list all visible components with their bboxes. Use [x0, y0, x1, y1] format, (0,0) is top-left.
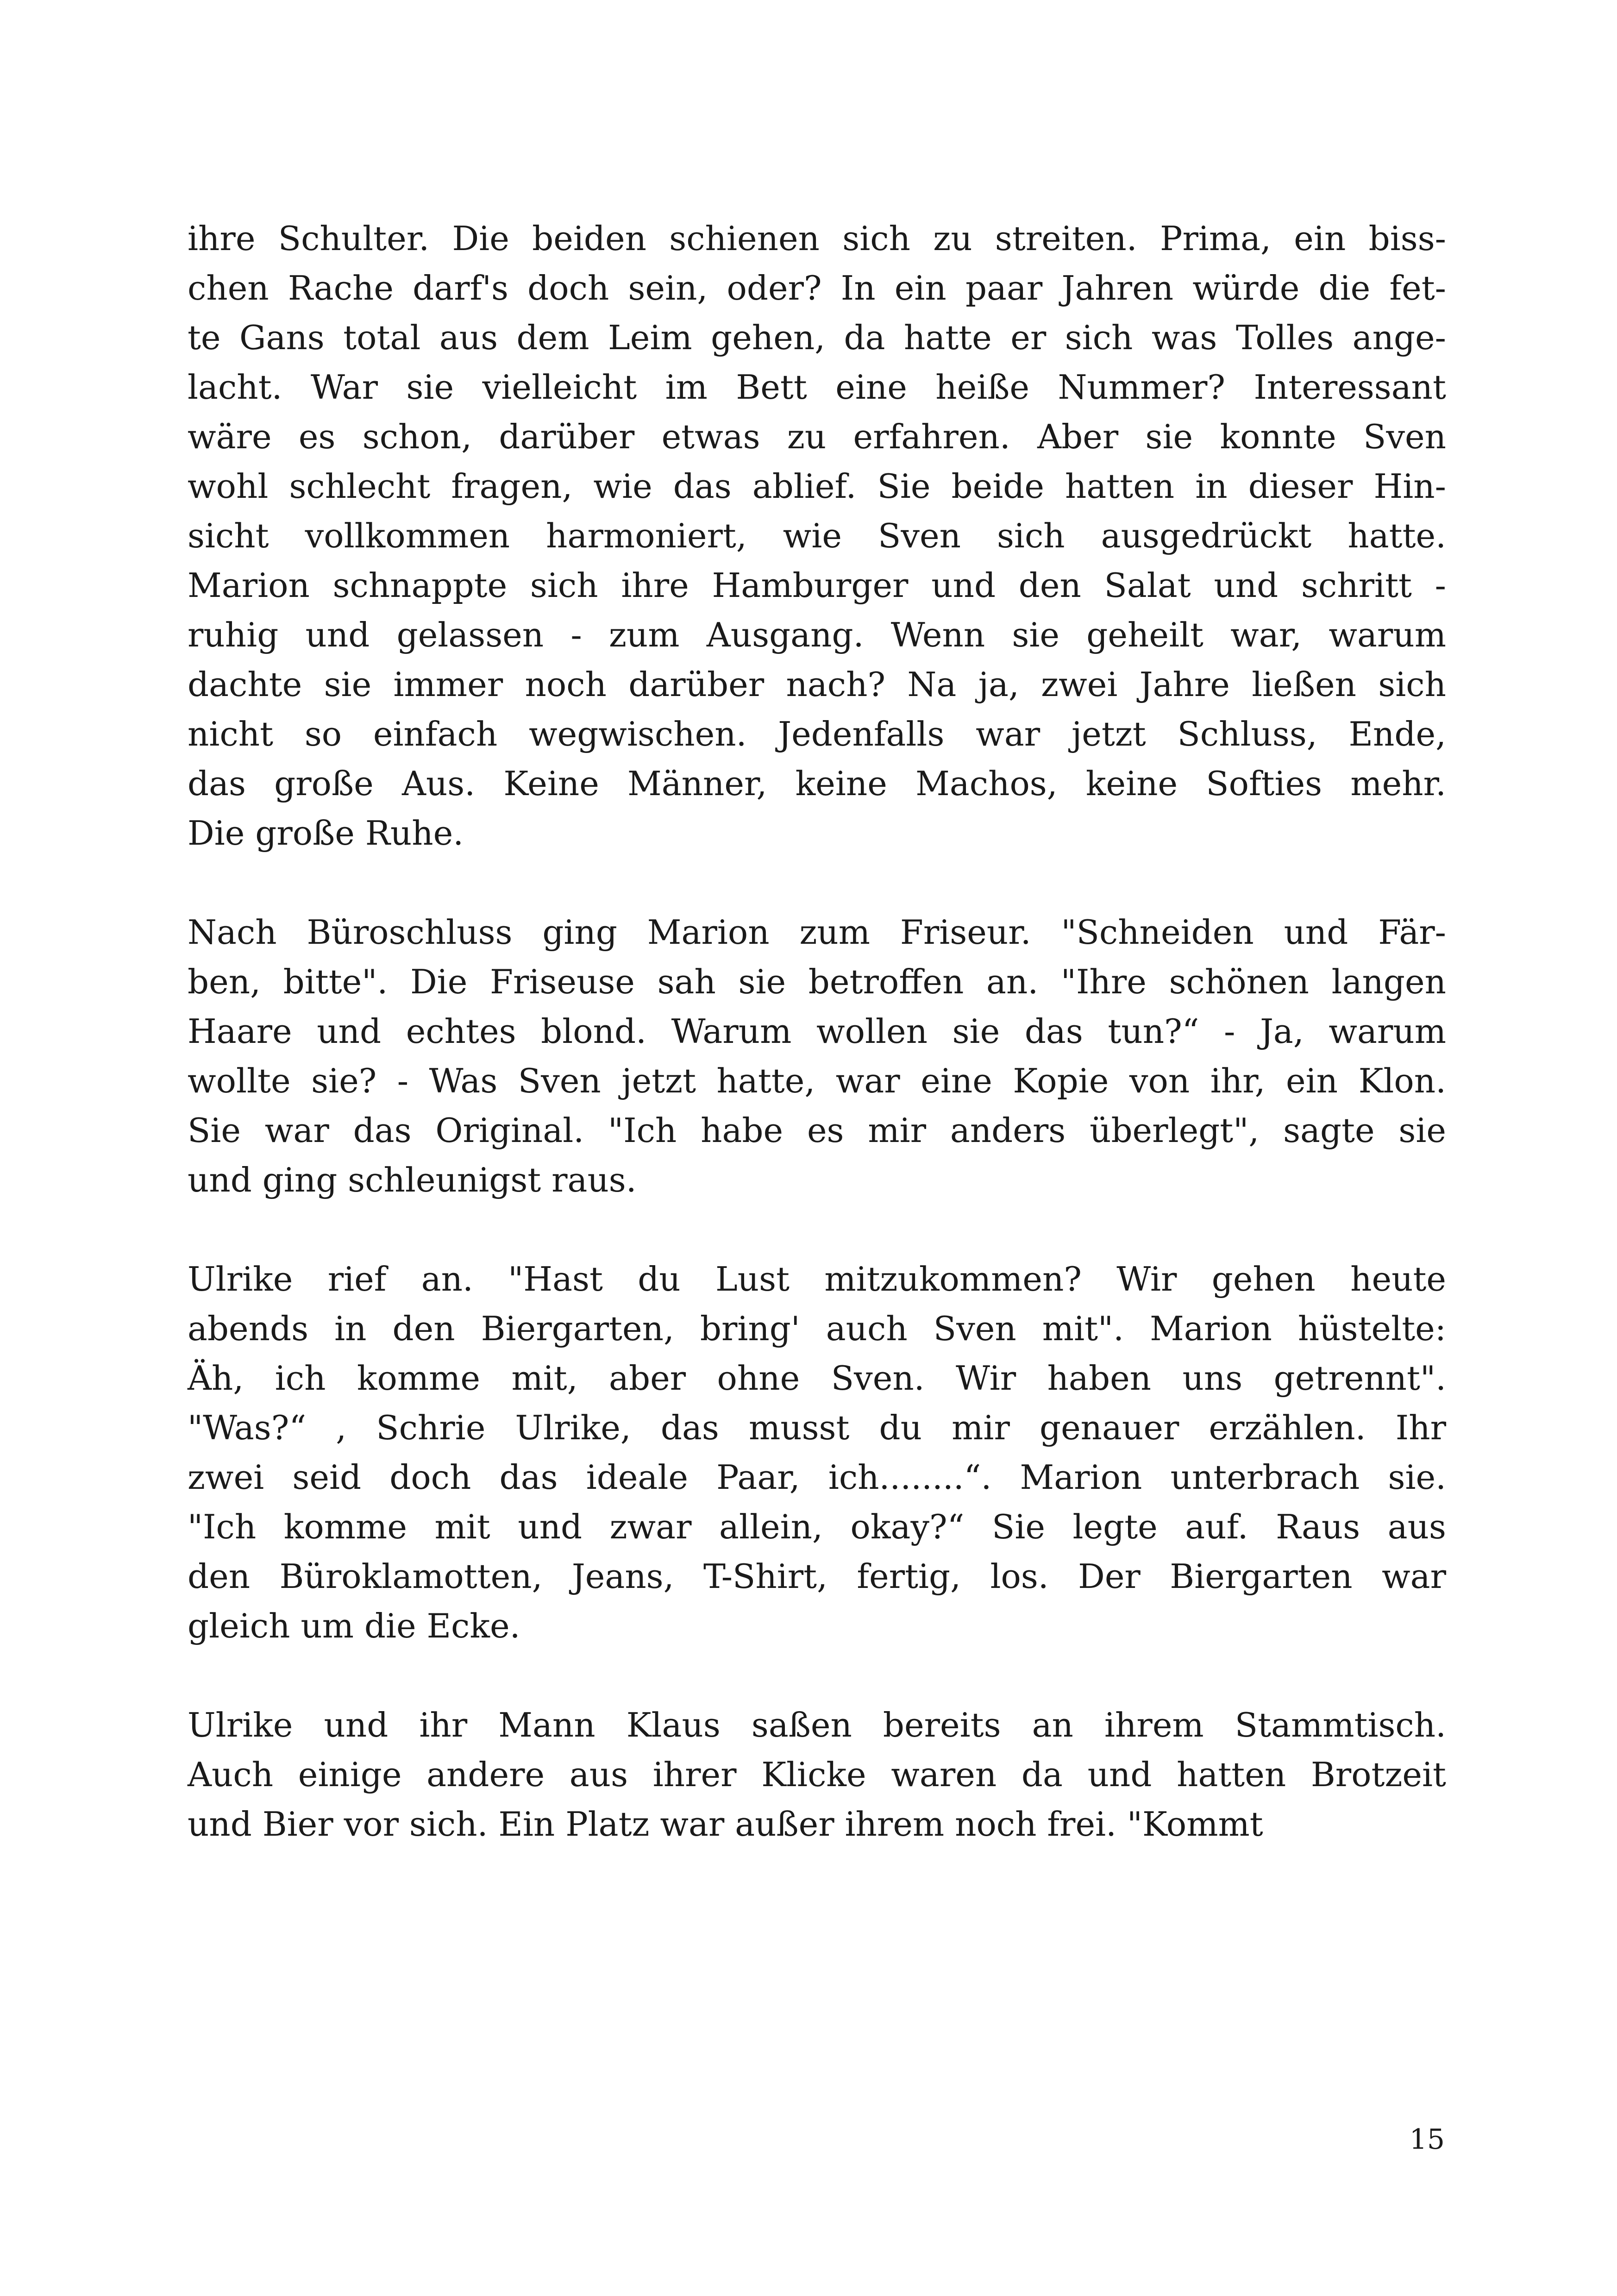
text-line: Nach Büroschluss ging Marion zum Friseur. "Schneiden und Fär-: [188, 913, 1446, 952]
paragraph: [188, 1255, 1446, 1651]
text-line: und Bier vor sich. Ein Platz war außer ihrem noch frei. "Kommt: [188, 1805, 1263, 1844]
text-line: abends in den Biergarten, bring' auch Sven mit". Marion hüstelte:: [188, 1309, 1446, 1348]
text-line: Auch einige andere aus ihrer Klicke waren da und hatten Brotzeit: [188, 1755, 1446, 1794]
text-line: "Ich komme mit und zwar allein, okay?“ Sie legte auf. Raus aus: [188, 1507, 1446, 1546]
text-line: "Was?“ , Schrie Ulrike, das musst du mir genauer erzählen. Ihr: [188, 1408, 1446, 1447]
paragraph: [188, 908, 1446, 1205]
text-line: zwei seid doch das ideale Paar, ich........“. Marion unterbrach sie.: [188, 1458, 1446, 1497]
body-text: [188, 214, 1446, 1849]
text-line: wollte sie? - Was Sven jetzt hatte, war eine Kopie von ihr, ein Klon.: [188, 1061, 1446, 1100]
paragraph-gap: [188, 1205, 1446, 1255]
text-line: Sie war das Original. "Ich habe es mir anders überlegt", sagte sie: [188, 1111, 1446, 1150]
text-line: sicht vollkommen harmoniert, wie Sven sich ausgedrückt hatte.: [188, 516, 1446, 555]
text-line: ben, bitte". Die Friseuse sah sie betroffen an. "Ihre schönen langen: [188, 962, 1446, 1001]
text-line: und ging schleunigst raus.: [188, 1161, 637, 1199]
text-line: lacht. War sie vielleicht im Bett eine heiße Nummer? Interessant: [188, 368, 1446, 407]
text-line: Marion schnappte sich ihre Hamburger und den Salat und schritt -: [188, 566, 1446, 605]
text-line: ruhig und gelassen - zum Ausgang. Wenn sie geheilt war, warum: [188, 615, 1446, 654]
text-line: gleich um die Ecke.: [188, 1606, 520, 1645]
text-line: chen Rache darf's doch sein, oder? In ein paar Jahren würde die fet-: [188, 269, 1446, 307]
paragraph-gap: [188, 858, 1446, 908]
text-line: te Gans total aus dem Leim gehen, da hatte er sich was Tolles ange-: [188, 318, 1446, 357]
paragraph: [188, 1700, 1446, 1849]
paragraph: [188, 214, 1446, 858]
text-line: das große Aus. Keine Männer, keine Machos, keine Softies mehr.: [188, 764, 1446, 803]
text-line: dachte sie immer noch darüber nach? Na ja, zwei Jahre ließen sich: [188, 665, 1446, 704]
text-line: Ulrike und ihr Mann Klaus saßen bereits an ihrem Stammtisch.: [188, 1706, 1446, 1744]
text-line: den Büroklamotten, Jeans, T-Shirt, fertig, los. Der Biergarten war: [188, 1557, 1446, 1596]
text-line: Die große Ruhe.: [188, 814, 464, 853]
text-line: wohl schlecht fragen, wie das ablief. Sie beide hatten in dieser Hin-: [188, 467, 1446, 506]
text-line: Haare und echtes blond. Warum wollen sie das tun?“ - Ja, warum: [188, 1012, 1446, 1051]
page-number: 15: [1409, 2123, 1445, 2156]
paragraph-gap: [188, 1651, 1446, 1700]
text-line: Ulrike rief an. "Hast du Lust mitzukommen? Wir gehen heute: [188, 1260, 1446, 1299]
text-line: wäre es schon, darüber etwas zu erfahren. Aber sie konnte Sven: [188, 417, 1446, 456]
text-line: ihre Schulter. Die beiden schienen sich zu streiten. Prima, ein biss-: [188, 219, 1446, 258]
text-line: nicht so einfach wegwischen. Jedenfalls war jetzt Schluss, Ende,: [188, 715, 1446, 753]
text-line: Äh, ich komme mit, aber ohne Sven. Wir haben uns getrennt".: [188, 1359, 1446, 1398]
